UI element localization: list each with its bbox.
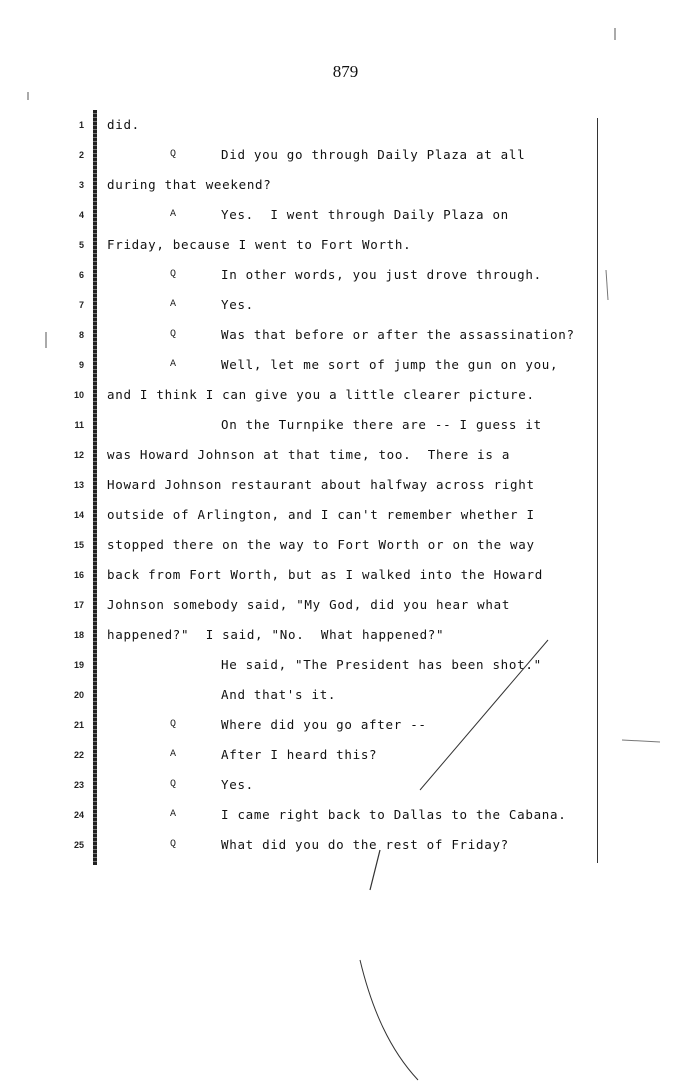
- transcript-line: [0, 686, 691, 706]
- pen-stroke-8: [622, 740, 660, 742]
- line-text: during that weekend?: [107, 177, 272, 192]
- transcript-line: [0, 476, 691, 496]
- speaker-label: Q: [170, 839, 177, 850]
- line-text: Yes.: [221, 777, 254, 792]
- line-number: 17: [73, 600, 84, 610]
- speaker-label: Q: [170, 149, 177, 160]
- line-text: Well, let me sort of jump the gun on you,: [221, 357, 559, 372]
- speaker-label: A: [170, 749, 177, 760]
- line-text: was Howard Johnson at that time, too. There is a: [107, 447, 511, 462]
- transcript-line: [0, 146, 691, 166]
- pen-stroke-3: [360, 960, 418, 1080]
- line-text: Johnson somebody said, "My God, did you hear what: [107, 597, 511, 612]
- transcript-line: [0, 536, 691, 556]
- transcript-line: [0, 446, 691, 466]
- transcript-line: [0, 776, 691, 796]
- line-number: 14: [73, 510, 84, 520]
- line-number: 10: [73, 390, 84, 400]
- line-number: 20: [73, 690, 84, 700]
- transcript-line: [0, 296, 691, 316]
- transcript-line: [0, 176, 691, 196]
- line-text: He said, "The President has been shot.": [221, 657, 542, 672]
- transcript-line: [0, 236, 691, 256]
- speaker-label: Q: [170, 719, 177, 730]
- line-text: On the Turnpike there are -- I guess it: [221, 417, 542, 432]
- line-number: 6: [78, 270, 84, 280]
- transcript-line: [0, 116, 691, 136]
- transcript-line: [0, 596, 691, 616]
- line-text: Friday, because I went to Fort Worth.: [107, 237, 412, 252]
- transcript-line: [0, 716, 691, 736]
- line-text: stopped there on the way to Fort Worth or on the way: [107, 537, 535, 552]
- speaker-label: A: [170, 359, 177, 370]
- pen-stroke-2: [370, 850, 380, 890]
- speaker-label: Q: [170, 779, 177, 790]
- transcript-line: [0, 656, 691, 676]
- line-text: Where did you go after --: [221, 717, 427, 732]
- line-number: 8: [78, 330, 84, 340]
- line-text: Yes. I went through Daily Plaza on: [221, 207, 509, 222]
- line-text: Howard Johnson restaurant about halfway across right: [107, 477, 535, 492]
- transcript-line: [0, 806, 691, 826]
- line-text: outside of Arlington, and I can't remember whether I: [107, 507, 535, 522]
- line-number: 1: [78, 120, 84, 130]
- page-number: 879: [332, 62, 359, 81]
- line-text: After I heard this?: [221, 747, 378, 762]
- speaker-label: A: [170, 809, 177, 820]
- line-number: 25: [73, 840, 84, 850]
- line-number: 22: [73, 750, 84, 760]
- line-number: 12: [73, 450, 84, 460]
- line-number: 3: [78, 180, 84, 190]
- line-text: And that's it.: [221, 687, 337, 702]
- line-text: Was that before or after the assassination?: [221, 327, 575, 342]
- transcript-line: [0, 386, 691, 406]
- line-text: Did you go through Daily Plaza at all: [221, 147, 526, 162]
- transcript-line: [0, 266, 691, 286]
- line-number: 19: [73, 660, 84, 670]
- line-number: 9: [78, 360, 84, 370]
- line-number: 13: [73, 480, 84, 490]
- transcript-line: [0, 626, 691, 646]
- line-number: 11: [74, 420, 84, 430]
- line-text: Yes.: [221, 297, 254, 312]
- line-text: What did you do the rest of Friday?: [221, 837, 509, 852]
- line-text: happened?" I said, "No. What happened?": [107, 627, 445, 642]
- transcript-line: [0, 506, 691, 526]
- transcript-line: [0, 566, 691, 586]
- line-number: 4: [78, 210, 84, 220]
- line-text: I came right back to Dallas to the Cabana.: [221, 807, 567, 822]
- transcript-line: [0, 206, 691, 226]
- line-number: 23: [73, 780, 84, 790]
- line-number: 7: [78, 300, 84, 310]
- line-number: 15: [73, 540, 84, 550]
- transcript-line: [0, 356, 691, 376]
- transcript-line: [0, 746, 691, 766]
- speaker-label: A: [170, 209, 177, 220]
- line-number: 2: [78, 150, 84, 160]
- line-number: 24: [73, 810, 84, 820]
- speaker-label: Q: [170, 329, 177, 340]
- transcript-line: [0, 416, 691, 436]
- speaker-label: A: [170, 299, 177, 310]
- line-text: back from Fort Worth, but as I walked into the Howard: [107, 567, 543, 582]
- line-text: In other words, you just drove through.: [221, 267, 542, 282]
- line-number: 5: [78, 240, 84, 250]
- speaker-label: Q: [170, 269, 177, 280]
- line-text: and I think I can give you a little clearer picture.: [107, 387, 535, 402]
- line-number: 16: [73, 570, 84, 580]
- transcript-line: [0, 836, 691, 856]
- line-number: 21: [73, 720, 84, 730]
- transcript-line: [0, 326, 691, 346]
- line-text: did.: [107, 117, 140, 132]
- line-number: 18: [73, 630, 84, 640]
